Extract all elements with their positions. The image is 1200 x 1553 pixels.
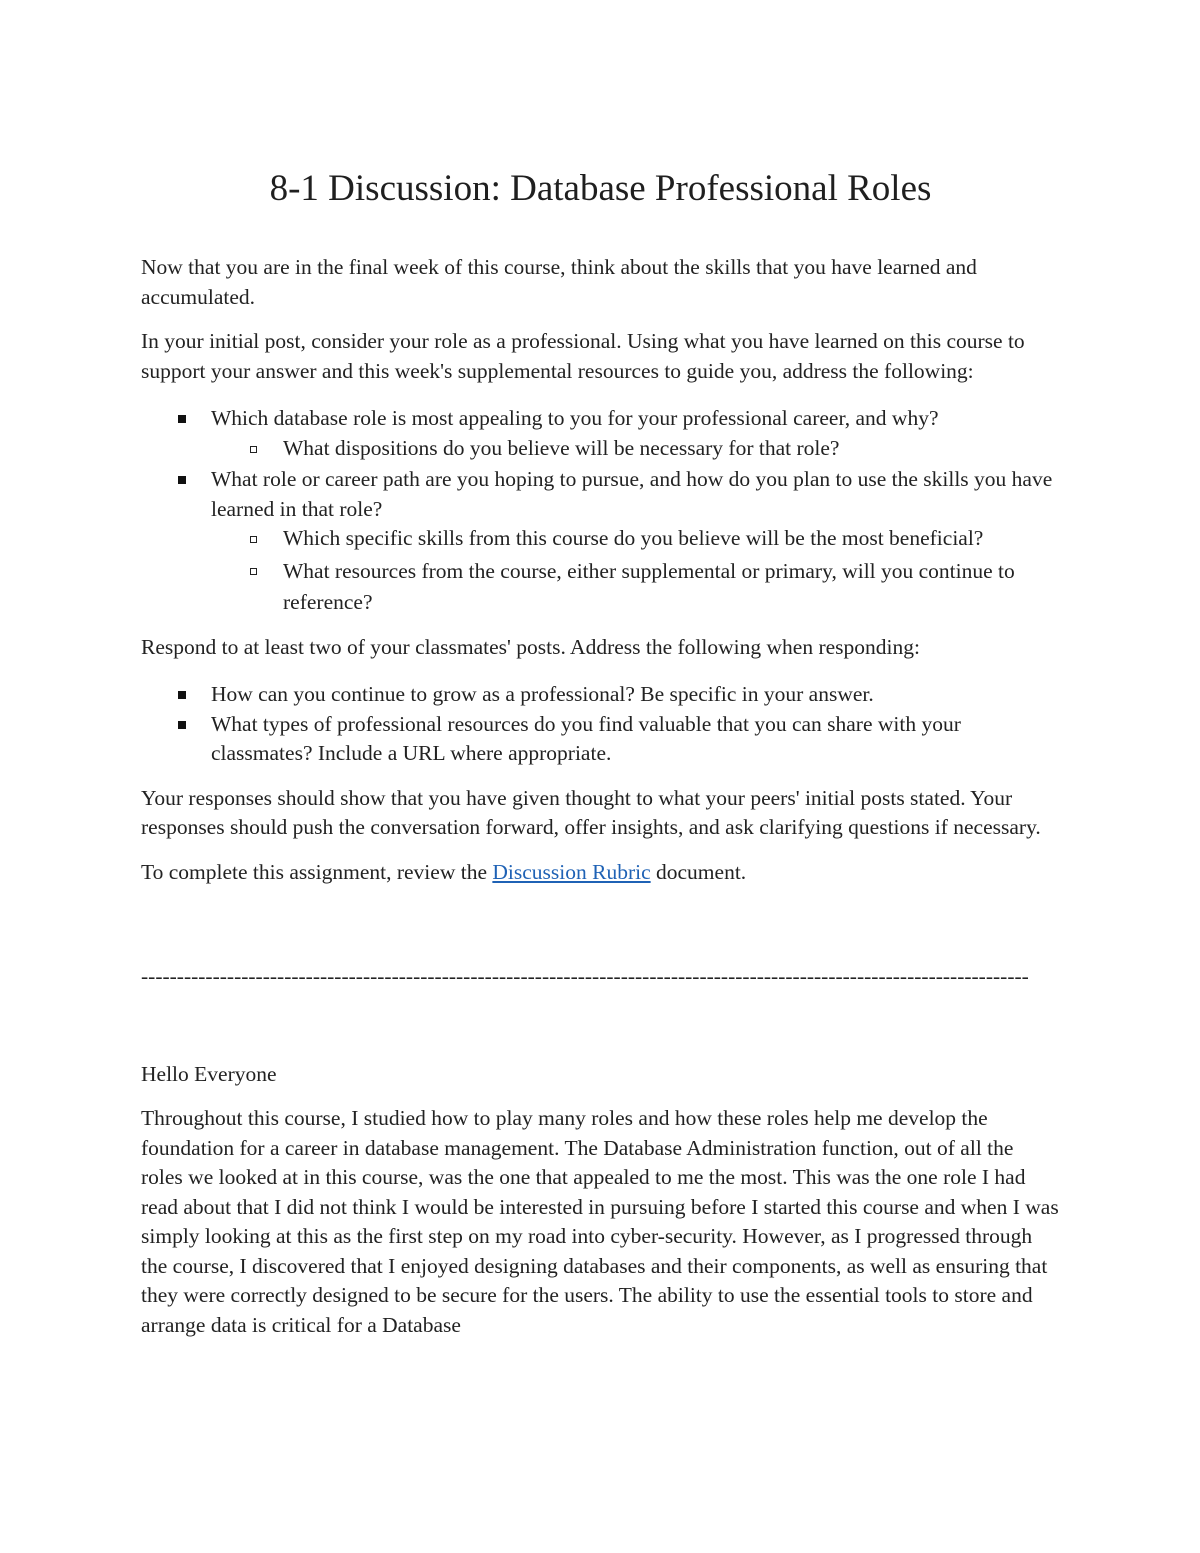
list-item bbox=[141, 680, 1060, 710]
hollow-square-bullet-icon bbox=[250, 536, 257, 543]
list-item-text: What types of professional resources do you find valuable that you can share with your classmates? Include a URL where appropriate. bbox=[211, 711, 961, 765]
list-item-text: What role or career path are you hoping to pursue, and how do you plan to use the skills you have learned in that role? bbox=[211, 467, 1053, 521]
list-item bbox=[141, 465, 1060, 618]
sub-list-item-text: What resources from the course, either supplemental or primary, will you continue to reference? bbox=[283, 558, 1015, 614]
page-title: 8-1 Discussion: Database Professional Roles bbox=[269, 168, 932, 209]
square-bullet-icon bbox=[178, 691, 186, 699]
sub-list bbox=[211, 434, 1060, 464]
hollow-square-bullet-icon bbox=[250, 446, 257, 453]
response-list bbox=[141, 680, 1060, 769]
dashed-divider: ---------------------------------------------------------------------------------------------------------------------------- bbox=[141, 964, 1029, 988]
prompt-list bbox=[141, 404, 1060, 618]
sub-list-item bbox=[211, 524, 1060, 554]
square-bullet-icon bbox=[178, 721, 186, 729]
respond-paragraph: Respond to at least two of your classmates' posts. Address the following when responding: bbox=[141, 634, 920, 659]
hollow-square-bullet-icon bbox=[250, 568, 257, 575]
list-item-text: How can you continue to grow as a professional? Be specific in your answer. bbox=[211, 682, 874, 706]
list-item bbox=[141, 710, 1060, 769]
complete-paragraph bbox=[141, 858, 1060, 888]
complete-text-before: To complete this assignment, review the bbox=[141, 859, 493, 884]
square-bullet-icon bbox=[178, 476, 186, 484]
intro-paragraph: Now that you are in the final week of this course, think about the skills that you have learned and accumulated. bbox=[141, 255, 977, 309]
body-paragraph: Throughout this course, I studied how to play many roles and how these roles help me develop the foundation for a career in database management. The Database Administration function, out of all the roles we looked at in this course, was the one that appealed to me the most. This was the one role I had read about that I did not think I would be interested in pursuing before I started this course and when I was simply looking at this as the first step on my road into cyber-security. However, as I progressed through the course, I discovered that I enjoyed designing databases and their components, as well as ensuring that they were correctly designed to be secure for the users. The ability to use the essential tools to store and arrange data is critical for a Database bbox=[141, 1106, 1059, 1337]
list-item bbox=[141, 404, 1060, 463]
responses-note-paragraph: Your responses should show that you have given thought to what your peers' initial posts stated. Your responses should push the conversation forward, offer insights, and ask clarifying questions if necessary. bbox=[141, 785, 1041, 839]
list-item-text: Which database role is most appealing to you for your professional career, and why? bbox=[211, 406, 939, 430]
sub-list-item bbox=[211, 556, 1060, 618]
complete-text-after: document. bbox=[650, 859, 747, 884]
sub-list-item-text: What dispositions do you believe will be necessary for that role? bbox=[283, 435, 840, 460]
sub-list bbox=[211, 524, 1060, 618]
initial-post-paragraph: In your initial post, consider your role as a professional. Using what you have learned on this course to support your answer and this week's supplemental resources to guide you, address the following: bbox=[141, 329, 1025, 383]
square-bullet-icon bbox=[178, 415, 186, 423]
sub-list-item bbox=[211, 434, 1060, 464]
discussion-rubric-link[interactable]: Discussion Rubric bbox=[492, 859, 651, 884]
sub-list-item-text: Which specific skills from this course do you believe will be the most beneficial? bbox=[283, 526, 984, 550]
greeting: Hello Everyone bbox=[141, 1061, 277, 1086]
